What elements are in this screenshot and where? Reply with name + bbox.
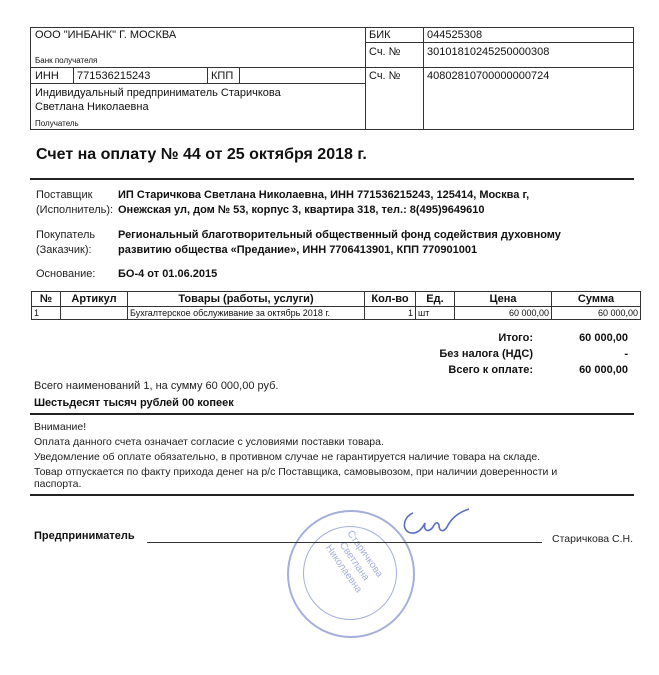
notes-divider: [30, 494, 634, 496]
signature-label: Предприниматель: [34, 530, 135, 542]
inn-value: 771536215243: [77, 70, 151, 82]
signatory-name: Старичкова С.Н.: [552, 533, 634, 545]
basis-label: Основание:: [36, 268, 96, 280]
summary-divider: [30, 413, 634, 415]
inn-label: ИНН: [35, 70, 59, 82]
bik-label: БИК: [369, 29, 391, 41]
recipient-label: Получатель: [35, 119, 79, 128]
notes-heading: Внимание!: [34, 421, 87, 433]
buyer-label-sub: (Заказчик):: [36, 244, 92, 256]
account-label: Сч. №: [369, 70, 401, 82]
bank-name: ООО "ИНБАНК" Г. МОСКВА: [35, 29, 177, 41]
supplier-label-sub: (Исполнитель):: [36, 204, 114, 216]
row-goods: Бухгалтерское обслуживание за октябрь 2018 г.: [128, 307, 365, 320]
signature-line: [147, 542, 542, 543]
row-unit: шт: [416, 307, 455, 320]
total-label: Итого:: [498, 332, 533, 344]
col-goods: Товары (работы, услуги): [128, 292, 365, 307]
supplier-line2: Онежская ул, дом № 53, корпус 3, квартира 318, тел.: 8(495)9649610: [118, 204, 485, 216]
row-number: 1: [32, 307, 61, 320]
bank-details-box: [30, 27, 634, 130]
table-row: [32, 307, 641, 320]
supplier-label: Поставщик: [36, 189, 93, 201]
notes-line4: паспорта.: [34, 478, 82, 490]
handwritten-signature: [395, 503, 475, 543]
buyer-line1: Региональный благотворительный общественный фонд содействия духовному: [118, 229, 561, 241]
row-qty: 1: [365, 307, 416, 320]
title-divider: [30, 178, 634, 180]
table-header-row: [32, 292, 641, 307]
items-count-line: Всего наименований 1, на сумму 60 000,00 руб.: [34, 380, 279, 392]
invoice-title: Счет на оплату № 44 от 25 октября 2018 г.: [36, 146, 367, 163]
buyer-label: Покупатель: [36, 229, 96, 241]
notes-line1: Оплата данного счета означает согласие с условиями поставки товара.: [34, 436, 384, 448]
to-pay-value: 60 000,00: [579, 364, 628, 376]
col-unit: Ед.: [416, 292, 455, 307]
vat-value: -: [624, 348, 628, 360]
supplier-line1: ИП Старичкова Светлана Николаевна, ИНН 771536215243, 125414, Москва г,: [118, 189, 530, 201]
vat-label: Без налога (НДС): [439, 348, 533, 360]
bik-value: 044525308: [427, 29, 483, 41]
amount-in-words: Шестьдесят тысяч рублей 00 копеек: [34, 397, 234, 409]
total-value: 60 000,00: [579, 332, 628, 344]
notes-line2: Уведомление об оплате обязательно, в противном случае не гарантируется наличие товара на складе.: [34, 451, 541, 463]
row-sum: 60 000,00: [552, 307, 641, 320]
to-pay-label: Всего к оплате:: [448, 364, 533, 376]
account-value: 40802810700000000724: [427, 70, 550, 82]
basis-value: БО-4 от 01.06.2015: [118, 268, 218, 280]
corr-account-label: Сч. №: [369, 46, 401, 58]
notes-line3: Товар отпускается по факту прихода денег на р/с Поставщика, самовывозом, при наличии доверенности и: [34, 466, 558, 478]
bank-label: Банк получателя: [35, 56, 98, 65]
col-price: Цена: [455, 292, 552, 307]
recipient-line1: Индивидуальный предприниматель Старичкова: [35, 87, 281, 99]
col-sum: Сумма: [552, 292, 641, 307]
row-article: [61, 307, 128, 320]
items-table: [31, 291, 641, 320]
row-price: 60 000,00: [455, 307, 552, 320]
col-qty: Кол-во: [365, 292, 416, 307]
buyer-line2: развитию общества «Предание», ИНН 7706413901, КПП 770901001: [118, 244, 478, 256]
recipient-line2: Светлана Николаевна: [35, 101, 149, 113]
col-article: Артикул: [61, 292, 128, 307]
col-number: №: [32, 292, 61, 307]
stamp-text: Старичкова Светлана Николаевна: [322, 528, 385, 596]
kpp-label: КПП: [211, 70, 234, 82]
corr-account-value: 30101810245250000308: [427, 46, 550, 58]
